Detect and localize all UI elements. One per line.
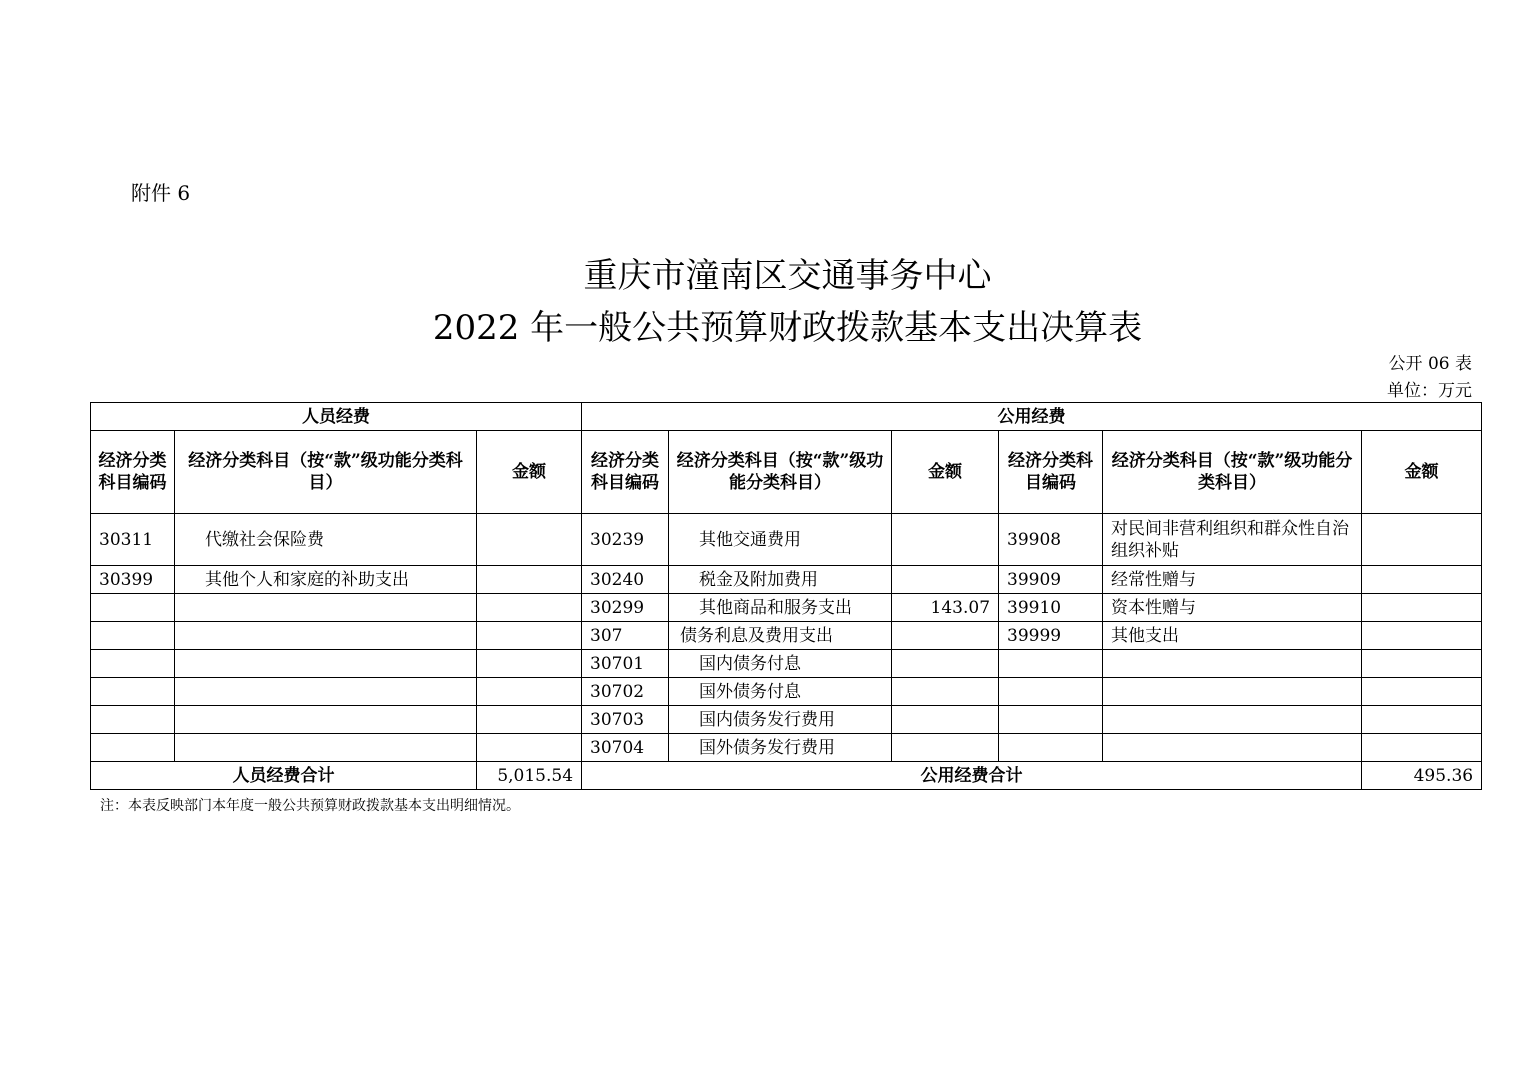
personnel-total-label: 人员经费合计 [91,762,477,790]
header-c1-name: 经济分类科目（按“款”级功能分类科目） [669,431,892,514]
cell-c1-amount: 143.07 [892,594,999,622]
footnote: 注：本表反映部门本年度一般公共预算财政拨款基本支出明细情况。 [100,798,520,814]
cell-c2-code [999,650,1103,678]
cell-p-name [175,734,477,762]
cell-c2-name [1103,678,1362,706]
cell-p-amount [477,706,582,734]
cell-c2-code [999,706,1103,734]
unit-label: 单位：万元 [1387,381,1472,401]
cell-p-amount [477,734,582,762]
cell-c2-name: 其他支出 [1103,622,1362,650]
cell-c2-code: 39910 [999,594,1103,622]
header-c2-name: 经济分类科目（按“款”级功能分类科目） [1103,431,1362,514]
cell-c1-code: 30299 [582,594,669,622]
page-subtitle: 2022 年一般公共预算财政拨款基本支出决算表 [432,308,1143,348]
cell-p-name [175,650,477,678]
cell-c2-code [999,734,1103,762]
cell-c1-code: 30703 [582,706,669,734]
cell-p-amount [477,594,582,622]
cell-c2-name: 资本性赠与 [1103,594,1362,622]
cell-c1-amount [892,514,999,566]
attachment-label: 附件 6 [131,181,191,205]
cell-c2-name: 对民间非营利组织和群众性自治组织补贴 [1103,514,1362,566]
cell-c2-name [1103,706,1362,734]
expenditure-table [90,402,1482,790]
cell-p-code [91,622,175,650]
cell-p-amount [477,650,582,678]
cell-c1-name: 国外债务发行费用 [669,734,892,762]
cell-c1-name: 债务利息及费用支出 [669,622,892,650]
cell-c1-code: 30239 [582,514,669,566]
cell-p-name [175,594,477,622]
personnel-total-value: 5,015.54 [477,762,582,790]
header-c2-code: 经济分类科目编码 [999,431,1103,514]
cell-c1-code: 30704 [582,734,669,762]
table-row [91,734,1482,762]
cell-c1-amount [892,622,999,650]
cell-p-name: 代缴社会保险费 [175,514,477,566]
cell-p-code [91,650,175,678]
cell-c1-name: 税金及附加费用 [669,566,892,594]
cell-p-code: 30399 [91,566,175,594]
cell-p-name [175,706,477,734]
header-personnel: 人员经费 [91,403,582,431]
header-c2-amount: 金额 [1362,431,1482,514]
table-row [91,706,1482,734]
table-row [91,566,1482,594]
header-p-code: 经济分类科目编码 [91,431,175,514]
cell-c2-name: 经常性赠与 [1103,566,1362,594]
header-c1-code: 经济分类科目编码 [582,431,669,514]
cell-c1-amount [892,566,999,594]
cell-c1-name: 其他交通费用 [669,514,892,566]
cell-c1-amount [892,678,999,706]
cell-c2-code: 39999 [999,622,1103,650]
cell-c2-code: 39909 [999,566,1103,594]
cell-p-amount [477,514,582,566]
cell-p-amount [477,566,582,594]
cell-c2-amount [1362,514,1482,566]
cell-p-name [175,678,477,706]
table-row [91,678,1482,706]
cell-c2-amount [1362,594,1482,622]
cell-c1-amount [892,706,999,734]
cell-c1-name: 国内债务发行费用 [669,706,892,734]
page-title: 重庆市潼南区交通事务中心 [583,256,992,296]
table-row [91,650,1482,678]
cell-c2-name [1103,734,1362,762]
cell-p-code [91,734,175,762]
cell-c1-name: 国内债务付息 [669,650,892,678]
cell-c1-code: 30702 [582,678,669,706]
totals-row [91,762,1482,790]
table-row [91,622,1482,650]
cell-c2-amount [1362,650,1482,678]
cell-c1-code: 30701 [582,650,669,678]
header-p-name: 经济分类科目（按“款”级功能分类科目） [175,431,477,514]
cell-p-code [91,706,175,734]
public-total-label: 公用经费合计 [582,762,1362,790]
table-row [91,594,1482,622]
cell-c2-name [1103,650,1362,678]
cell-p-name: 其他个人和家庭的补助支出 [175,566,477,594]
cell-c2-amount [1362,734,1482,762]
cell-c1-code: 30240 [582,566,669,594]
public-total-value: 495.36 [1362,762,1482,790]
cell-c1-amount [892,650,999,678]
header-p-amount: 金额 [477,431,582,514]
cell-c1-name: 国外债务付息 [669,678,892,706]
cell-c2-amount [1362,622,1482,650]
cell-c2-amount [1362,678,1482,706]
cell-c2-amount [1362,566,1482,594]
cell-p-code [91,678,175,706]
header-c1-amount: 金额 [892,431,999,514]
header-public: 公用经费 [582,403,1482,431]
cell-p-amount [477,678,582,706]
table-number: 公开 06 表 [1388,354,1472,374]
table-row [91,514,1482,566]
cell-p-name [175,622,477,650]
cell-c2-amount [1362,706,1482,734]
cell-p-amount [477,622,582,650]
cell-c2-code: 39908 [999,514,1103,566]
cell-c1-amount [892,734,999,762]
cell-p-code [91,594,175,622]
cell-c2-code [999,678,1103,706]
cell-p-code: 30311 [91,514,175,566]
cell-c1-name: 其他商品和服务支出 [669,594,892,622]
cell-c1-code: 307 [582,622,669,650]
